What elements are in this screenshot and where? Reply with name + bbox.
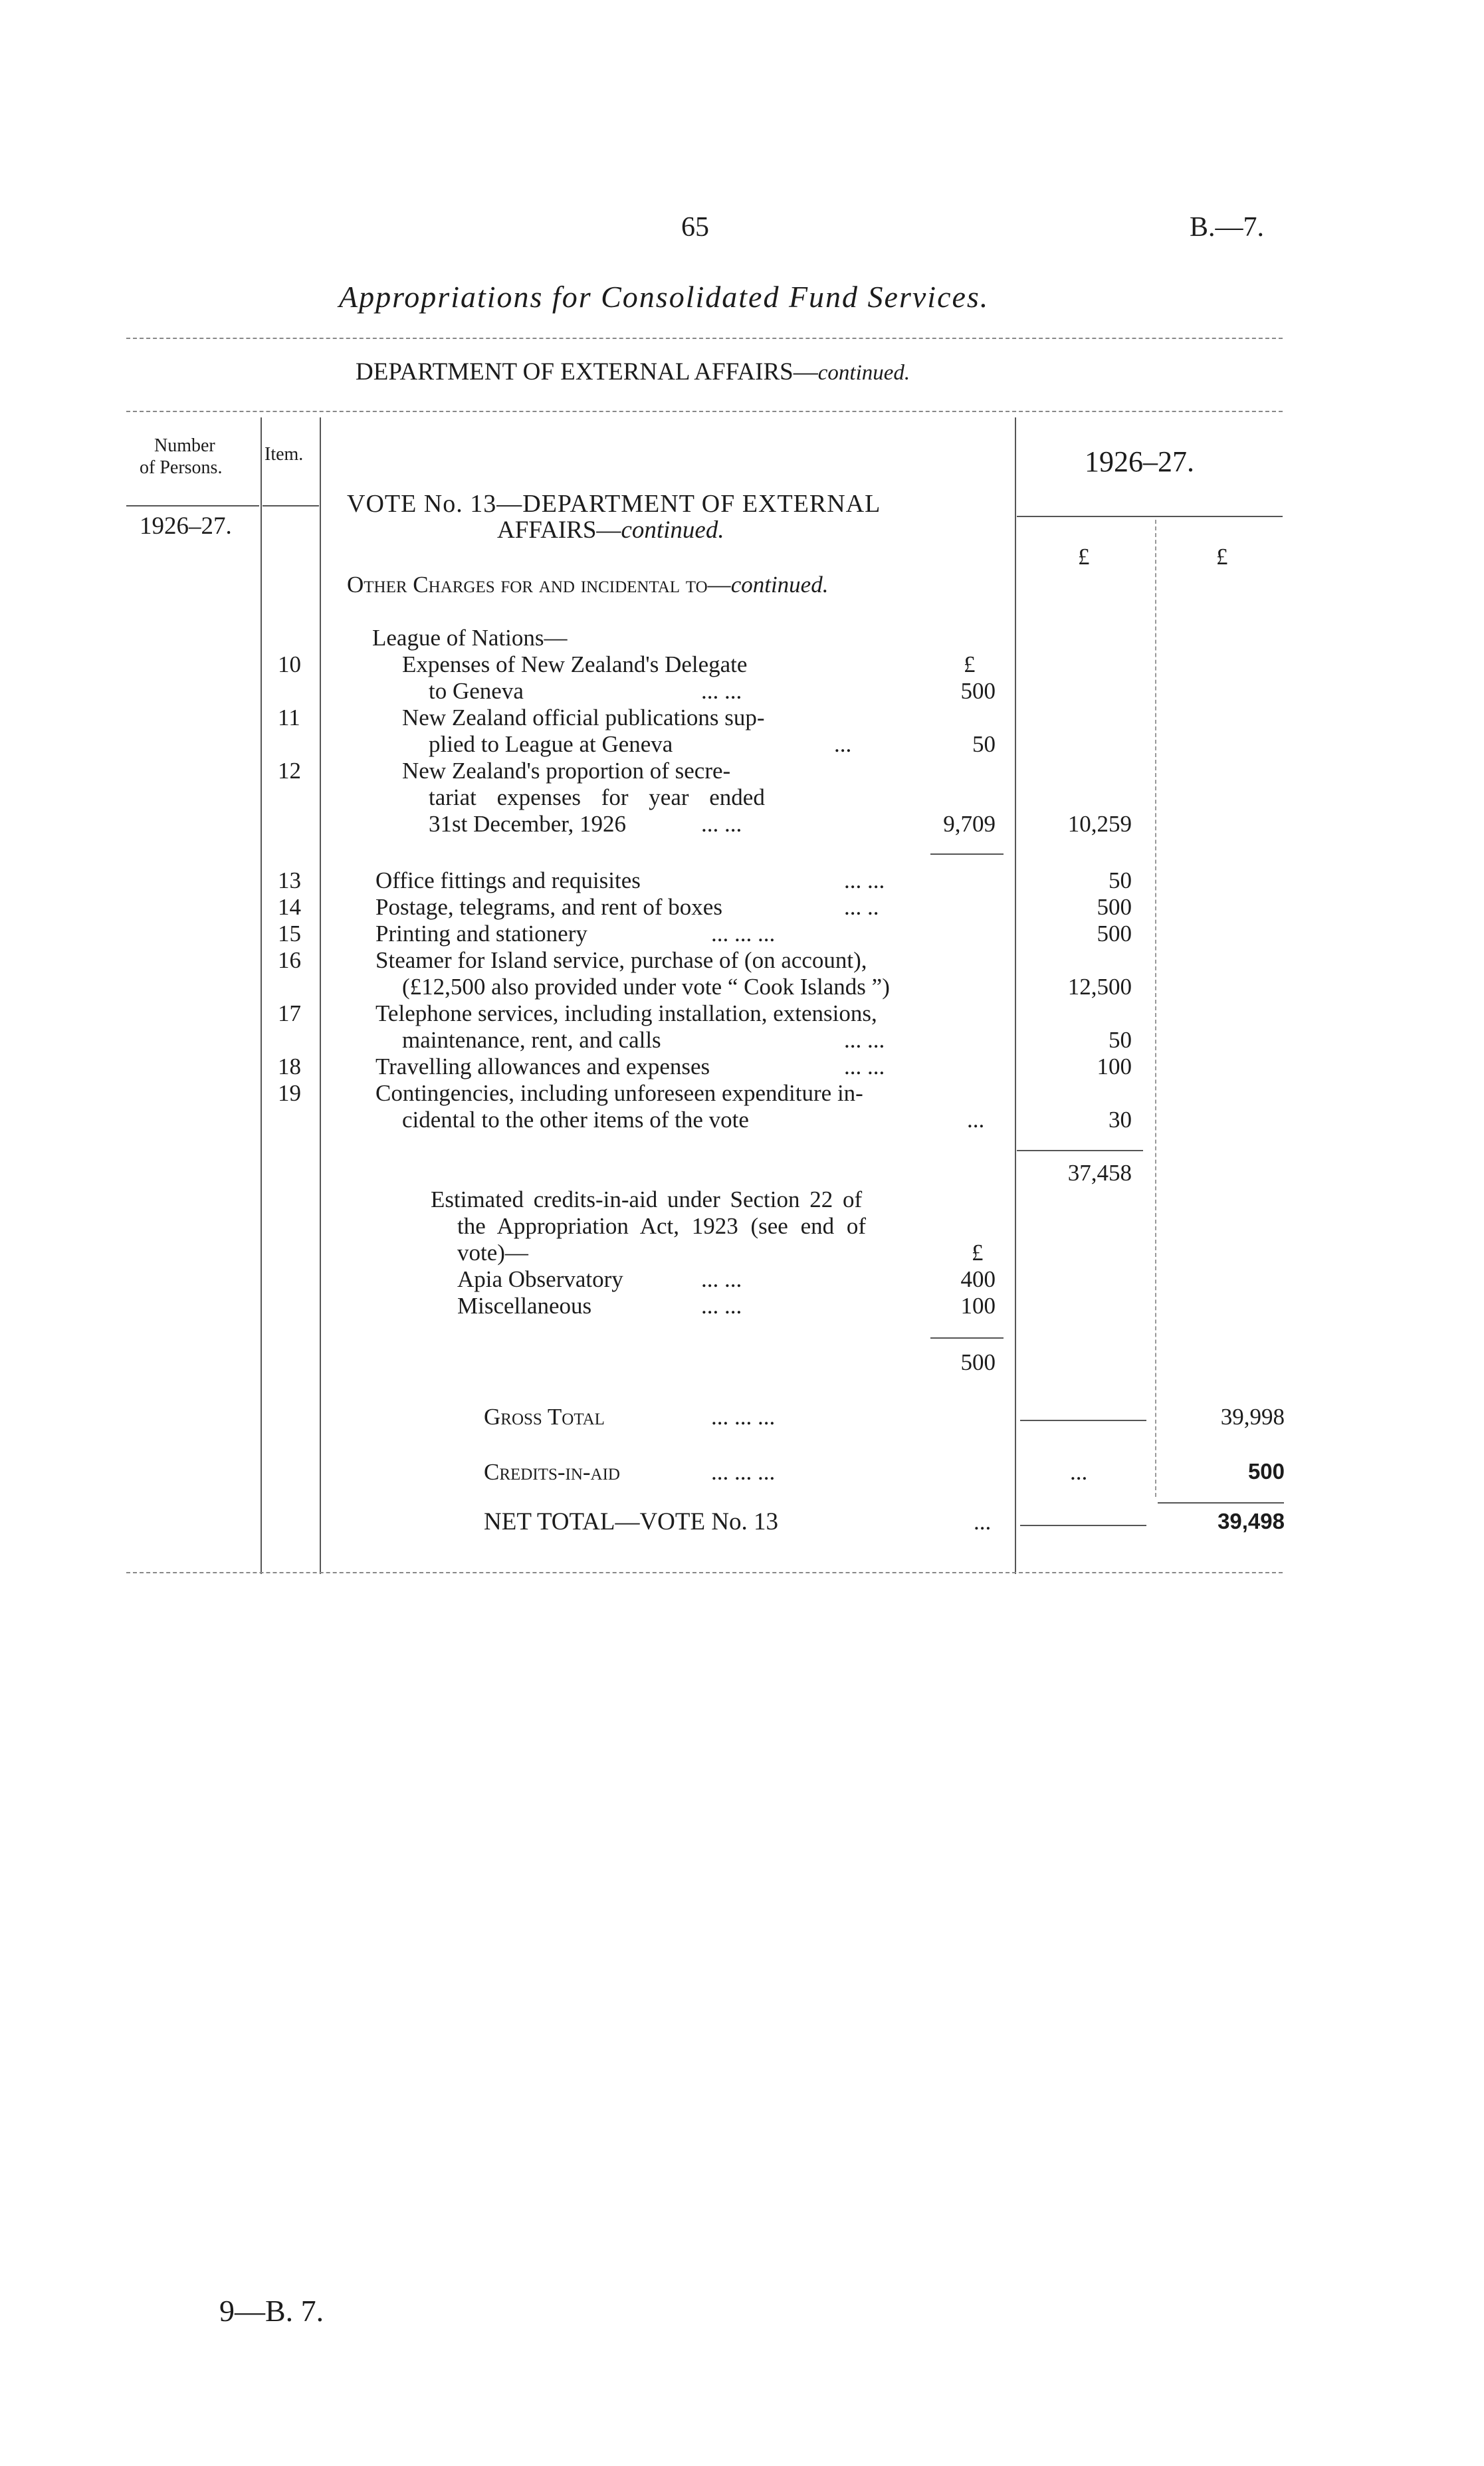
item-19-dots: ... [967,1107,985,1133]
item-number-19: 19 [278,1080,301,1106]
credits-total: 500 [960,1349,996,1375]
item-12-dots: ... ... [701,811,742,837]
league-sum-rule [930,853,1004,855]
gross-total-dash [1020,1420,1146,1421]
item-header-rule [263,505,319,506]
other-charges-continued: continued. [730,572,829,598]
net-total-dash [1020,1525,1146,1526]
persons-header-rule [126,505,259,506]
item-number-18: 18 [278,1054,301,1079]
pound-header-col2: £ [1216,544,1228,570]
other-charges-heading [347,572,828,598]
page-title: Appropriations for Consolidated Fund Services. [339,280,990,314]
net-total-label: NET TOTAL—VOTE No. 13 [484,1508,779,1535]
item-12-desc-line3: 31st December, 1926 [429,811,626,837]
item-14-amount: 500 [1097,894,1132,920]
item-number-12: 12 [278,758,301,784]
page-number: 65 [681,212,709,243]
item-16-desc-line2: (£12,500 also provided under vote “ Cook Islands ”) [402,974,890,1000]
vote-heading-line2 [497,517,724,544]
amount-columns-divider [1155,520,1156,1497]
credit-apia-dots: ... ... [701,1266,742,1292]
item-16-amount: 12,500 [1067,974,1132,1000]
document-reference: B.—7. [1190,212,1265,243]
item-10-amount: 500 [960,678,996,704]
item-13-amount: 50 [1109,867,1132,893]
persons-year: 1926–27. [140,512,232,540]
credits-in-aid-mid-dots: ... [1070,1459,1088,1485]
credits-in-aid-value: 500 [1247,1459,1285,1484]
item-19-amount: 30 [1109,1107,1132,1133]
league-heading: League of Nations— [372,625,568,651]
credit-misc-dots: ... ... [701,1293,742,1319]
persons-header-line2: of Persons. [140,457,223,478]
amounts-divider [1015,417,1016,1574]
credits-desc-line1: Estimated credits-in-aid under Section 22 of [431,1186,863,1212]
gross-total-label: Gross Total [484,1404,605,1430]
item-19-desc-line2: cidental to the other items of the vote [402,1107,749,1133]
credits-desc-line3: vote)— [457,1240,528,1266]
department-name: DEPARTMENT OF EXTERNAL AFFAIRS— [356,358,818,386]
item-18-dots: ... ... [844,1054,885,1079]
credit-apia-amount: 400 [960,1266,996,1292]
department-heading [356,359,910,386]
item-18-desc: Travelling allowances and expenses [375,1054,710,1079]
year-header: 1926–27. [1085,445,1194,478]
vote-heading-line1: VOTE No. 13—DEPARTMENT OF EXTERNAL [347,490,881,518]
vote-heading-continued: continued. [621,516,724,544]
item-12-desc-line2: tariat expenses for year ended [429,784,765,810]
item-15-amount: 500 [1097,921,1132,947]
net-total-value: 39,498 [1218,1509,1285,1533]
league-pound-sign: £ [964,651,976,677]
item-11-dots: ... [834,731,852,757]
item-13-desc: Office fittings and requisites [375,867,641,893]
item-19-desc-line1: Contingencies, including unforeseen expenditure in- [375,1080,863,1106]
item-10-desc-line1: Expenses of New Zealand's Delegate [402,651,748,677]
item-number-15: 15 [278,921,301,947]
item-header: Item. [265,444,304,465]
gross-total-dots: ... ... ... [711,1404,776,1430]
item-number-11: 11 [278,705,300,730]
item-number-10: 10 [278,651,301,677]
table-bottom-rule [126,1572,1283,1573]
credit-apia-label: Apia Observatory [457,1266,623,1292]
item-11-desc-line2: plied to League at Geneva [429,731,673,757]
item-17-dots: ... ... [844,1027,885,1053]
other-charges-text: Other Charges for and incidental to— [347,572,731,598]
item-10-desc-line2: to Geneva [429,678,524,704]
persons-header-line1: Number [154,435,215,456]
item-14-dots: ... .. [844,894,879,920]
pound-header-col1: £ [1078,544,1090,570]
credits-in-aid-dots: ... ... ... [711,1459,776,1485]
gross-total-value: 39,998 [1220,1404,1285,1430]
item-number-16: 16 [278,947,301,973]
item-17-amount: 50 [1109,1027,1132,1053]
item-divider [320,417,321,1574]
credit-misc-amount: 100 [960,1293,996,1319]
charges-sum-rule [1017,1150,1143,1151]
net-sum-rule [1158,1502,1284,1504]
item-10-dots: ... ... [701,678,742,704]
year-header-rule [1017,516,1283,517]
item-15-dots: ... ... ... [711,921,776,947]
item-11-amount: 50 [972,731,996,757]
item-18-amount: 100 [1097,1054,1132,1079]
credits-pound-sign: £ [972,1240,984,1266]
item-13-dots: ... ... [844,867,885,893]
credits-sum-rule [930,1337,1004,1339]
credit-misc-label: Miscellaneous [457,1293,592,1319]
item-number-13: 13 [278,867,301,893]
department-continued: continued. [817,361,910,385]
item-16-desc-line1: Steamer for Island service, purchase of (on account), [375,947,867,973]
credits-desc-line2: the Appropriation Act, 1923 (see end of [457,1213,867,1239]
title-rule [126,338,1283,339]
total-charges: 37,458 [1067,1160,1132,1186]
printer-signature: 9—B. 7. [219,2294,324,2328]
item-17-desc-line2: maintenance, rent, and calls [402,1027,661,1053]
persons-divider [261,417,262,1574]
item-number-14: 14 [278,894,301,920]
item-14-desc: Postage, telegrams, and rent of boxes [375,894,722,920]
item-11-desc-line1: New Zealand official publications sup- [402,705,765,730]
credits-in-aid-label: Credits-in-aid [484,1459,620,1485]
item-12-desc-line1: New Zealand's proportion of secre- [402,758,731,784]
table-top-rule [126,411,1283,412]
item-number-17: 17 [278,1000,301,1026]
league-subtotal: 10,259 [1067,811,1132,837]
net-total-dots: ... [974,1509,992,1535]
item-12-amount: 9,709 [943,811,996,837]
item-17-desc-line1: Telephone services, including installation, extensions, [375,1000,877,1026]
item-15-desc: Printing and stationery [375,921,587,947]
vote-heading-line2-text: AFFAIRS— [497,516,621,544]
